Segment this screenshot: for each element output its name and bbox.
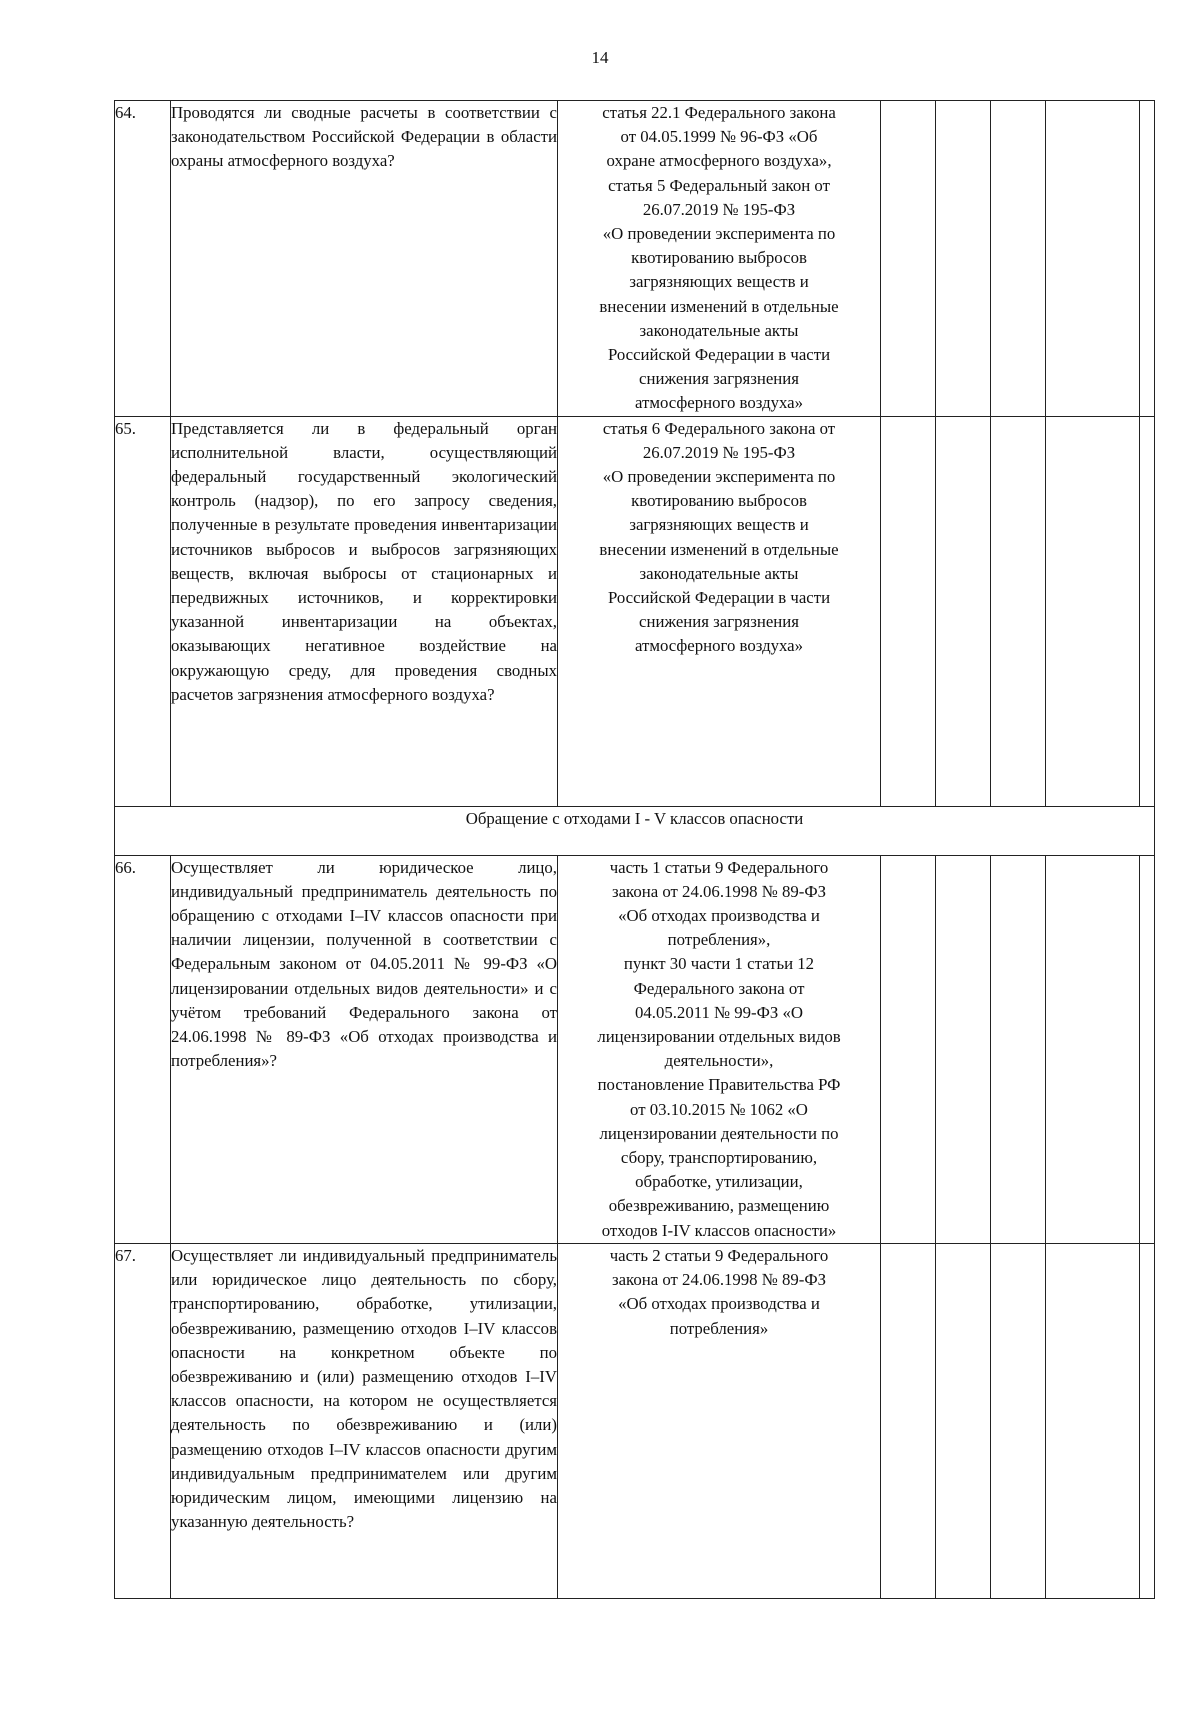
legal-basis-line: закона от 24.06.1998 № 89-ФЗ <box>611 1270 827 1290</box>
legal-basis-line: от 04.05.1999 № 96-ФЗ «Об <box>620 127 818 147</box>
table-row <box>115 416 1155 806</box>
legal-basis-line: обезвреживанию, размещению <box>608 1196 830 1216</box>
page-number: 14 <box>591 48 609 67</box>
legal-basis-line: лицензировании отдельных видов <box>597 1027 841 1047</box>
legal-basis-line: загрязняющих веществ и <box>629 515 809 535</box>
legal-basis-line: снижения загрязнения <box>639 369 799 389</box>
legal-basis-line: внесении изменений в отдельные <box>599 296 839 316</box>
empty-cell <box>881 416 936 806</box>
question-text: Осуществляет ли юридическое лицо, индивидуальный предприниматель деятельность по обращению с отходами I–IV классов опасности при наличии лицензии, полученной в соответствии с Федеральным законом от 04.05.2011 № 99-ФЗ «О лицензировании отдельных видов деятельности» и с учётом требований Федерального закона от 24.06.1998 № 89-ФЗ «Об отходах производства и потребления»? <box>171 855 558 1243</box>
row-number: 65. <box>115 416 171 806</box>
legal-basis-line: статья 6 Федерального закона от <box>602 418 836 438</box>
row-number: 64. <box>115 101 171 417</box>
section-heading: Обращение с отходами I - V классов опасности <box>115 806 1155 855</box>
legal-basis-line: статья 22.1 Федерального закона <box>602 103 836 122</box>
legal-basis-line: Российской Федерации в части <box>607 345 831 365</box>
empty-cell <box>991 416 1046 806</box>
legal-basis-line: охране атмосферного воздуха», <box>606 151 832 171</box>
empty-cell <box>881 855 936 1243</box>
legal-basis-line: пункт 30 части 1 статьи 12 <box>623 954 815 974</box>
legal-basis-line: от 03.10.2015 № 1062 «О <box>630 1099 808 1119</box>
question-text: Проводятся ли сводные расчеты в соответствии с законодательством Российской Федерации в области охраны атмосферного воздуха? <box>171 101 558 417</box>
legal-basis <box>558 855 881 1243</box>
legal-basis-line: лицензировании деятельности по <box>599 1123 839 1143</box>
legal-basis-line: Российской Федерации в части <box>607 588 831 608</box>
legal-basis-line: часть 1 статьи 9 Федерального <box>609 857 829 877</box>
legal-basis-line: загрязняющих веществ и <box>629 272 809 292</box>
legal-basis-line: обработке, утилизации, <box>635 1172 803 1192</box>
legal-basis-line: потребления», <box>667 930 771 950</box>
legal-basis-line: «О проведении эксперимента по <box>602 467 836 487</box>
question-text: Представляется ли в федеральный орган исполнительной власти, осуществляющий федеральный государственный экологический контроль (надзор), по его запросу сведения, полученные в результате проведения инвентаризации источников выбросов и выбросов загрязняющих веществ, включая выбросы от стационарных и передвижных источников, и корректировки указанной инвентаризации на объектах, оказывающих негативное воздействие на окружающую среду, для проведения сводных расчетов загрязнения атмосферного воздуха? <box>171 416 558 806</box>
empty-cell <box>936 855 991 1243</box>
legal-basis-line: 26.07.2019 № 195-ФЗ <box>642 442 796 462</box>
empty-cell <box>1140 101 1155 417</box>
empty-cell <box>881 1243 936 1598</box>
legal-basis-line: 26.07.2019 № 195-ФЗ <box>642 199 796 219</box>
table-row <box>115 855 1155 1243</box>
table-row <box>115 1243 1155 1598</box>
empty-cell <box>1140 416 1155 806</box>
legal-basis-line: Федерального закона от <box>633 978 805 998</box>
legal-basis-line: постановление Правительства РФ <box>597 1075 841 1095</box>
legal-basis-line: снижения загрязнения <box>639 612 799 632</box>
empty-cell <box>936 416 991 806</box>
legal-basis-line: законодательные акты <box>639 320 799 340</box>
empty-cell <box>1046 1243 1140 1598</box>
empty-cell <box>881 101 936 417</box>
empty-cell <box>1140 855 1155 1243</box>
empty-cell <box>1046 416 1140 806</box>
legal-basis-line: 04.05.2011 № 99-ФЗ «О <box>634 1002 804 1022</box>
empty-cell <box>936 101 991 417</box>
legal-basis-line: законодательные акты <box>639 563 799 583</box>
legal-basis <box>558 1243 881 1598</box>
legal-basis-line: потребления» <box>669 1318 769 1338</box>
legal-basis-line: «Об отходах производства и <box>618 906 820 926</box>
row-number: 67. <box>115 1243 171 1598</box>
empty-cell <box>991 101 1046 417</box>
empty-cell <box>1046 855 1140 1243</box>
legal-basis-line: закона от 24.06.1998 № 89-ФЗ <box>611 881 827 901</box>
legal-basis-line: атмосферного воздуха» <box>634 636 804 656</box>
legal-basis-line: атмосферного воздуха» <box>634 393 804 413</box>
legal-basis <box>558 416 881 806</box>
empty-cell <box>1140 1243 1155 1598</box>
legal-basis-line: «Об отходах производства и <box>618 1294 820 1314</box>
empty-cell <box>991 1243 1046 1598</box>
legal-basis-line: «О проведении эксперимента по <box>602 224 836 244</box>
legal-basis-line: внесении изменений в отдельные <box>599 539 839 559</box>
legal-basis <box>558 101 881 417</box>
legal-basis-line: статья 5 Федеральный закон от <box>608 175 830 195</box>
empty-cell <box>1046 101 1140 417</box>
section-row <box>115 806 1155 855</box>
checklist-table <box>114 100 1155 1599</box>
legal-basis-line: сбору, транспортированию, <box>620 1148 818 1168</box>
legal-basis-line: отходов I-IV классов опасности» <box>601 1220 837 1240</box>
table-row <box>115 101 1155 417</box>
question-text: Осуществляет ли индивидуальный предприниматель или юридическое лицо деятельность по сбору, транспортированию, обработке, утилизации, обезвреживанию, размещению отходов I–IV классов опасности на конкретном объекте по обезвреживанию и (или) размещению отходов I–IV классов опасности, на котором не осуществляется деятельность по обезвреживанию и (или) размещению отходов I–IV классов опасности другим индивидуальным предпринимателем или другим юридическим лицом, имеющими лицензию на указанную деятельность? <box>171 1243 558 1598</box>
legal-basis-line: квотированию выбросов <box>631 491 807 511</box>
legal-basis-line: квотированию выбросов <box>631 248 807 268</box>
legal-basis-line: часть 2 статьи 9 Федерального <box>609 1245 829 1265</box>
empty-cell <box>991 855 1046 1243</box>
row-number: 66. <box>115 855 171 1243</box>
legal-basis-line: деятельности», <box>664 1051 774 1071</box>
empty-cell <box>936 1243 991 1598</box>
